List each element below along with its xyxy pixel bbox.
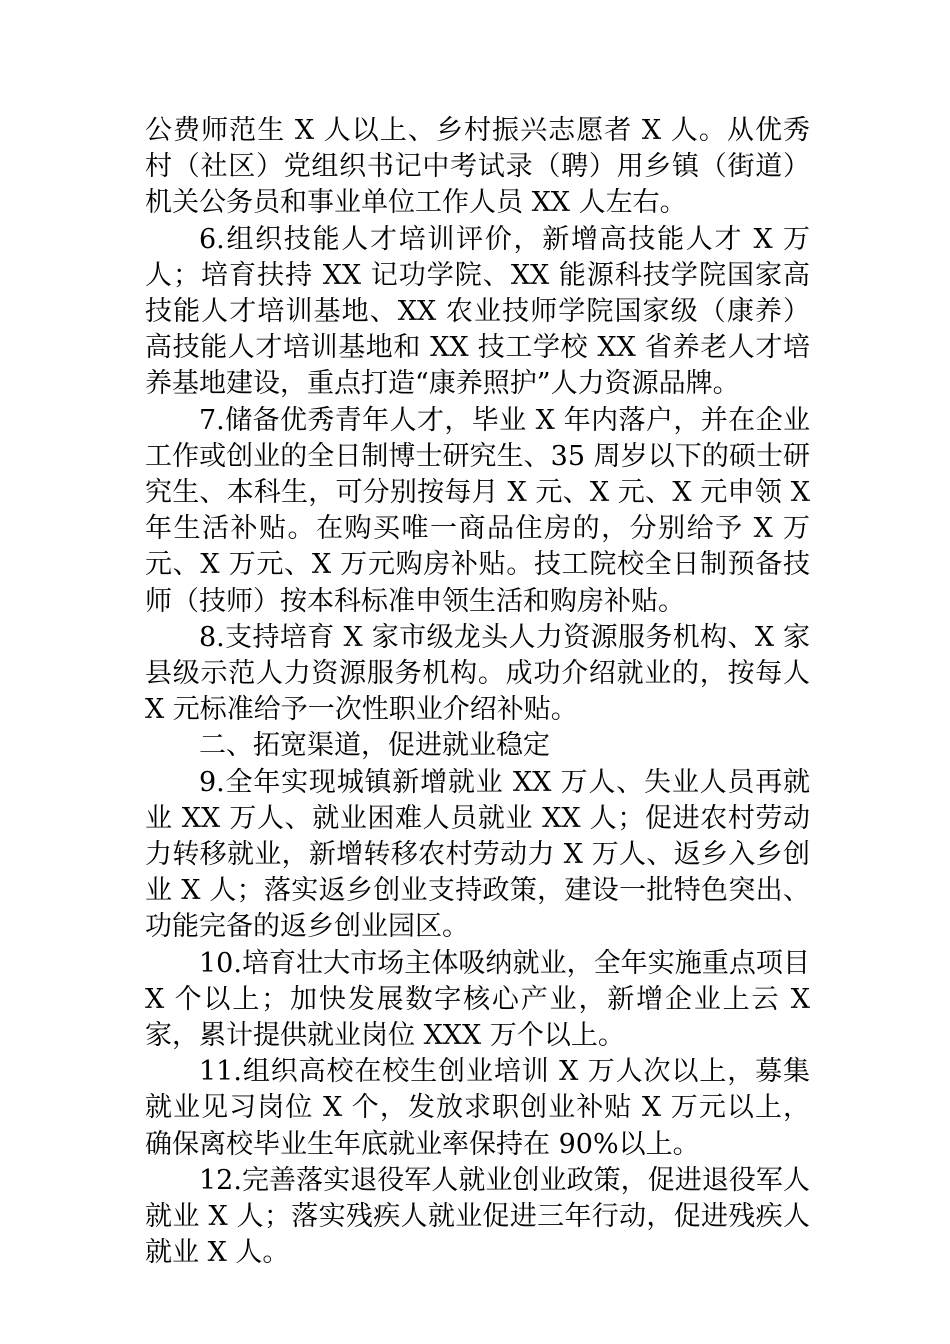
- paragraph-item-10: 10.培育壮大市场主体吸纳就业，全年实施重点项目 X 个以上；加快发展数字核心产业，新增企业上云 X 家，累计提供就业岗位 XXX 万个以上。: [145, 947, 810, 1052]
- document-body: [145, 113, 810, 1272]
- paragraph-item-9: 9.全年实现城镇新增就业 XX 万人、失业人员再就业 XX 万人、就业困难人员就业 XX 人；促进农村劳动力转移就业，新增转移农村劳动力 X 万人、返乡入乡创业 X 人；落实返乡创业支持政策，建设一批特色突出、功能完备的返乡创业园区。: [145, 766, 810, 943]
- paragraph-item-7: 7.储备优秀青年人才，毕业 X 年内落户，并在企业工作或创业的全日制博士研究生、35 周岁以下的硕士研究生、本科生，可分别按每月 X 元、X 元、X 元申领 X 年生活补贴。在购买唯一商品住房的，分别给予 X 万元、X 万元、X 万元购房补贴。技工院校全日制预备技师（技师）按本科标准申领生活和购房补贴。: [145, 404, 810, 617]
- paragraph-item-8: 8.支持培育 X 家市级龙头人力资源服务机构、X 家县级示范人力资源服务机构。成功介绍就业的，按每人 X 元标准给予一次性职业介绍补贴。: [145, 621, 810, 726]
- section-heading: 二、拓宽渠道，促进就业稳定: [199, 730, 550, 762]
- paragraph-item-6: 6.组织技能人才培训评价，新增高技能人才 X 万人；培育扶持 XX 记功学院、XX 能源科技学院国家高技能人才培训基地、XX 农业技师学院国家级（康养）高技能人才培训基地和 XX 技工学校 XX 省养老人才培养基地建设，重点打造“康养照护”人力资源品牌。: [145, 223, 810, 400]
- paragraph-item-12: 12.完善落实退役军人就业创业政策，促进退役军人就业 X 人；落实残疾人就业促进三年行动，促进残疾人就业 X 人。: [145, 1164, 810, 1269]
- paragraph-item-11: 11.组织高校在校生创业培训 X 万人次以上，募集就业见习岗位 X 个，发放求职创业补贴 X 万元以上，确保离校毕业生年底就业率保持在 90%以上。: [145, 1056, 810, 1160]
- paragraph-continuation: 公费师范生 X 人以上、乡村振兴志愿者 X 人。从优秀村（社区）党组织书记中考试录（聘）用乡镇（街道）机关公务员和事业单位工作人员 XX 人左右。: [145, 115, 810, 219]
